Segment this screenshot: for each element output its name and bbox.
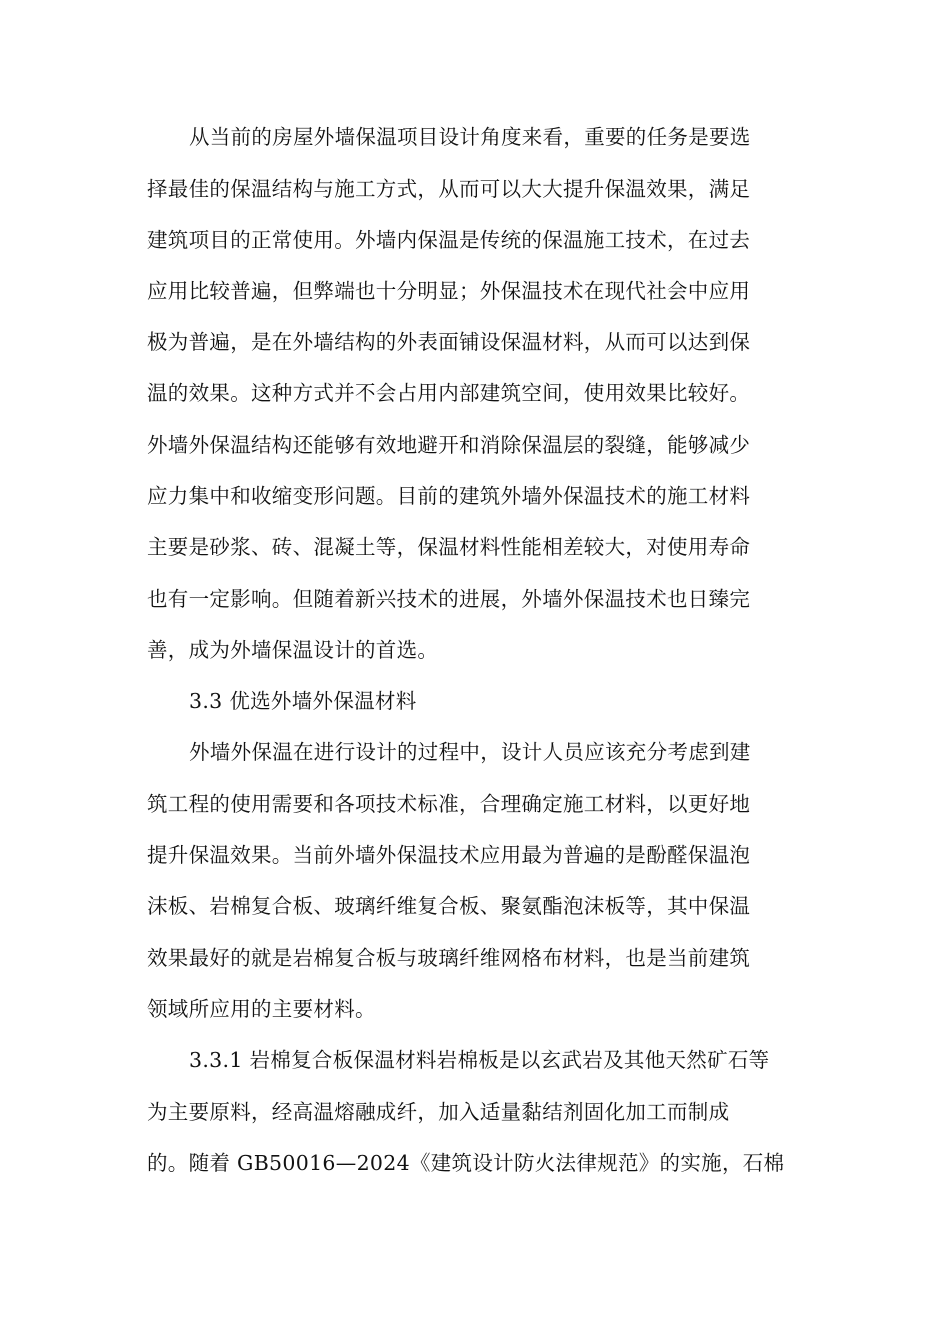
paragraph-line: 为主要原料，经高温熔融成纤，加入适量黏结剂固化加工而制成 [147, 1100, 730, 1124]
paragraph-line: 善，成为外墙保温设计的首选。 [147, 638, 439, 662]
paragraph-line: 效果最好的就是岩棉复合板与玻璃纤维网格布材料，也是当前建筑 [147, 946, 751, 970]
paragraph-line: 也有一定影响。但随着新兴技术的进展，外墙外保温技术也日臻完 [147, 587, 751, 611]
paragraph-line: 应用比较普遍，但弊端也十分明显；外保温技术在现代社会中应用 [147, 279, 751, 303]
paragraph-line: 择最佳的保温结构与施工方式，从而可以大大提升保温效果，满足 [147, 177, 751, 201]
section-heading: 3.3 优选外墙外保温材料 [189, 689, 417, 713]
paragraph-line: 外墙外保温结构还能够有效地避开和消除保温层的裂缝，能够减少 [147, 433, 751, 457]
paragraph-line: 温的效果。这种方式并不会占用内部建筑空间，使用效果比较好。 [147, 381, 751, 405]
paragraph-line: 极为普遍，是在外墙结构的外表面铺设保温材料，从而可以达到保 [147, 330, 751, 354]
paragraph-line: 3.3.1 岩棉复合板保温材料岩棉板是以玄武岩及其他天然矿石等 [189, 1048, 770, 1072]
paragraph-line: 从当前的房屋外墙保温项目设计角度来看，重要的任务是要选 [189, 125, 751, 149]
paragraph-line: 沫板、岩棉复合板、玻璃纤维复合板、聚氨酯泡沫板等，其中保温 [147, 894, 751, 918]
paragraph-line: 应力集中和收缩变形问题。目前的建筑外墙外保温技术的施工材料 [147, 484, 751, 508]
paragraph-line: 的。随着 GB50016—2024《建筑设计防火法律规范》的实施，石棉 [147, 1151, 785, 1175]
paragraph-line: 筑工程的使用需要和各项技术标准，合理确定施工材料，以更好地 [147, 792, 751, 816]
paragraph-line: 建筑项目的正常使用。外墙内保温是传统的保温施工技术，在过去 [147, 228, 751, 252]
paragraph-line: 提升保温效果。当前外墙外保温技术应用最为普遍的是酚醛保温泡 [147, 843, 751, 867]
paragraph-line: 外墙外保温在进行设计的过程中，设计人员应该充分考虑到建 [189, 740, 751, 764]
paragraph-line: 主要是砂浆、砖、混凝土等，保温材料性能相差较大，对使用寿命 [147, 535, 751, 559]
paragraph-line: 领域所应用的主要材料。 [147, 997, 376, 1021]
